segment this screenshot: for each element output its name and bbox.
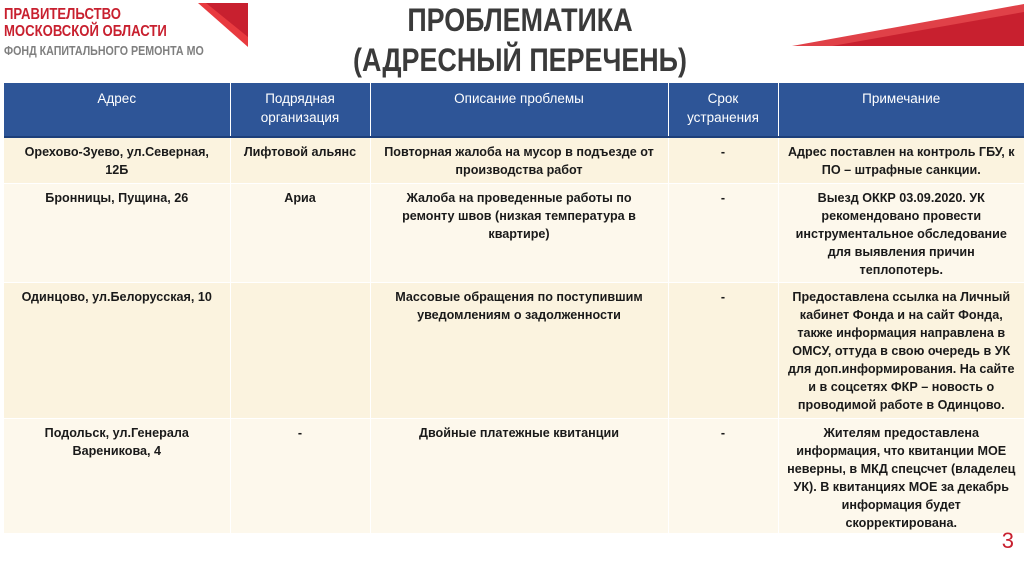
- table-row: [4, 184, 1024, 283]
- organization-logo-text: [4, 6, 204, 59]
- cell-contractor: Лифтовой альянс: [230, 137, 370, 184]
- red-corner-decoration-left: [198, 3, 248, 47]
- page-title: [310, 0, 730, 80]
- title-line-1: ПРОБЛЕМАТИКА: [407, 2, 633, 38]
- cell-deadline: -: [668, 184, 778, 283]
- cell-deadline: -: [668, 419, 778, 534]
- title-line-2: (АДРЕСНЫЙ ПЕРЕЧЕНЬ): [353, 42, 687, 78]
- page-number: 3: [1001, 528, 1014, 553]
- red-banner-decoration-right: [792, 4, 1024, 46]
- column-header-problem: Описание проблемы: [370, 83, 668, 137]
- cell-address: Орехово-Зуево, ул.Северная, 12Б: [4, 137, 230, 184]
- table-row: [4, 419, 1024, 534]
- cell-problem: Массовые обращения по поступившим уведомлениям о задолженности: [370, 283, 668, 419]
- cell-contractor: Ариа: [230, 184, 370, 283]
- cell-note: Адрес поставлен на контроль ГБУ, к ПО – штрафные санкции.: [778, 137, 1024, 184]
- problems-table: [4, 83, 1024, 534]
- org-line-1: ПРАВИТЕЛЬСТВО: [4, 6, 122, 23]
- cell-note: Выезд ОККР 03.09.2020. УК рекомендовано провести инструментальное обследование для выявления причин теплопотерь.: [778, 184, 1024, 283]
- cell-address: Бронницы, Пущина, 26: [4, 184, 230, 283]
- cell-contractor: -: [230, 419, 370, 534]
- column-header-contractor: Подрядная организация: [230, 83, 370, 137]
- cell-contractor: [230, 283, 370, 419]
- table-row: [4, 283, 1024, 419]
- org-line-2: МОСКОВСКОЙ ОБЛАСТИ: [4, 23, 167, 40]
- cell-address: Подольск, ул.Генерала Вареникова, 4: [4, 419, 230, 534]
- cell-problem: Повторная жалоба на мусор в подъезде от производства работ: [370, 137, 668, 184]
- cell-problem: Двойные платежные квитанции: [370, 419, 668, 534]
- column-header-deadline: Срок устранения: [668, 83, 778, 137]
- cell-problem: Жалоба на проведенные работы по ремонту швов (низкая температура в квартире): [370, 184, 668, 283]
- org-line-3: ФОНД КАПИТАЛЬНОГО РЕМОНТА МО: [4, 43, 204, 58]
- cell-deadline: -: [668, 137, 778, 184]
- cell-note: Предоставлена ссылка на Личный кабинет Фонда и на сайт Фонда, также информация направлена в ОМСУ, оттуда в свою очередь в УК для доп.информирования. На сайте и в соцсетях ФКР – новость о проводимой работе в Одинцово.: [778, 283, 1024, 419]
- cell-note: Жителям предоставлена информация, что квитанции МОЕ неверны, в МКД спецсчет (владелец УК). В квитанциях МОЕ за декабрь информация будет скорректирована.: [778, 419, 1024, 534]
- table-header-row: [4, 83, 1024, 137]
- cell-deadline: -: [668, 283, 778, 419]
- column-header-note: Примечание: [778, 83, 1024, 137]
- cell-address: Одинцово, ул.Белорусская, 10: [4, 283, 230, 419]
- column-header-address: Адрес: [4, 83, 230, 137]
- table-row: [4, 137, 1024, 184]
